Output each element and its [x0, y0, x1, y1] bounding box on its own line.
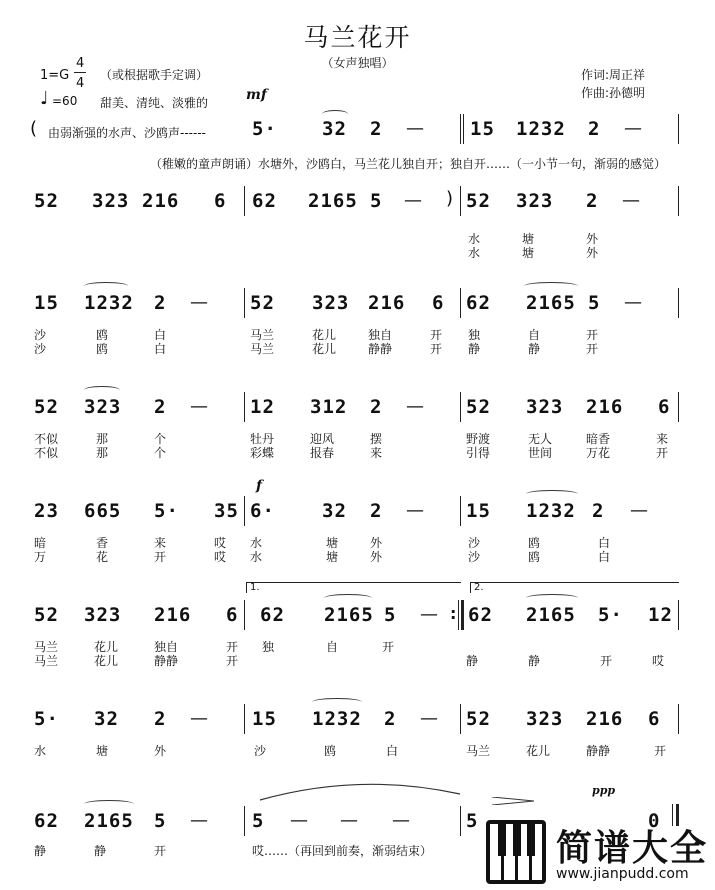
- note-group: 2: [370, 500, 383, 522]
- lyric-verse1: 外: [370, 536, 383, 550]
- note-group: 323: [84, 396, 122, 418]
- note-group: 5: [588, 292, 601, 314]
- decrescendo-hairpin: [492, 790, 534, 798]
- note-group: 52: [34, 604, 59, 626]
- lyric-verse1: 外: [154, 744, 167, 758]
- lyric-verse1: 自: [326, 640, 339, 654]
- volta-label-2: 2.: [474, 582, 484, 593]
- tie-arc: [258, 778, 462, 802]
- lyric-verse2: 万: [34, 550, 47, 564]
- note-group: 62: [252, 190, 277, 212]
- lyric-verse2: 开: [226, 654, 239, 668]
- lyric-verse2: 外: [586, 246, 599, 260]
- dash-hold: —: [340, 810, 358, 831]
- time-signature-line: [74, 72, 86, 73]
- lyric-verse1: 白: [154, 328, 167, 342]
- bar-line: [678, 114, 679, 144]
- bar-line: [678, 186, 679, 216]
- lyric-verse2: 静静: [368, 342, 393, 356]
- note-group: 12: [648, 604, 673, 626]
- note-group: 62: [468, 604, 493, 626]
- open-bracket: (: [30, 118, 38, 139]
- dynamic-ppp: ppp: [592, 784, 616, 797]
- bar-line: [460, 392, 461, 422]
- note-group: 5·: [154, 500, 179, 522]
- lyric-verse1: 马兰: [250, 328, 275, 342]
- bar-line: [244, 704, 245, 734]
- dash-hold: —: [420, 708, 438, 729]
- note-group: 216: [586, 708, 624, 730]
- lyric-verse2: 引得: [466, 446, 491, 460]
- note-group: 5: [154, 810, 167, 832]
- bar-line: [460, 704, 461, 734]
- note-group: 323: [312, 292, 350, 314]
- song-title: 马兰花开: [303, 23, 412, 52]
- slur: [324, 594, 372, 602]
- lyric-verse1: 独: [262, 640, 275, 654]
- note-group: 12: [250, 396, 275, 418]
- slur: [84, 282, 128, 290]
- lyric-verse1: 沙: [34, 328, 47, 342]
- lyric-verse1: 开: [654, 744, 667, 758]
- note-group: 5: [252, 810, 265, 832]
- note-group: 52: [466, 190, 491, 212]
- volta-bracket-2: [470, 582, 679, 593]
- note-group: 32: [94, 708, 119, 730]
- lyric-verse1: 白: [598, 536, 611, 550]
- key-signature: 1=G: [40, 68, 70, 83]
- bar-line: [244, 392, 245, 422]
- note-group: 312: [310, 396, 348, 418]
- lyric-verse1: 水: [34, 744, 47, 758]
- lyric-verse2: 水: [468, 246, 481, 260]
- note-group: 5: [370, 190, 383, 212]
- lyric-verse2: 万花: [586, 446, 611, 460]
- lyric-verse2: 来: [370, 446, 383, 460]
- bar-line: [463, 114, 464, 144]
- note-group: 15: [34, 292, 59, 314]
- note-group: 6: [226, 604, 239, 626]
- lyric-verse2: 鸥: [96, 342, 109, 356]
- note-group: 52: [250, 292, 275, 314]
- note-group: 5·: [598, 604, 623, 626]
- note-group: 6: [658, 396, 671, 418]
- note-group: 2165: [308, 190, 358, 212]
- note-group: 216: [154, 604, 192, 626]
- note-group: 15: [252, 708, 277, 730]
- note-group: 323: [92, 190, 130, 212]
- watermark-logo-text: 简谱大全: [556, 828, 709, 869]
- bar-line: [678, 704, 679, 734]
- bar-line: [244, 186, 245, 216]
- lyric-verse1: 外: [586, 232, 599, 246]
- song-subtitle: （女声独唱）: [321, 56, 394, 70]
- bar-line: [460, 806, 461, 836]
- lyric-verse1: 牡丹: [250, 432, 275, 446]
- piano-keys-logo: [486, 820, 546, 884]
- note-group: 35: [214, 500, 239, 522]
- bar-line: [244, 496, 245, 526]
- dash-hold: —: [190, 708, 208, 729]
- lyric-verse1: 沙: [254, 744, 267, 758]
- bar-line: [678, 288, 679, 318]
- note-group: 6: [432, 292, 445, 314]
- note-group: 323: [526, 708, 564, 730]
- lyric-verse1: 独: [468, 328, 481, 342]
- lyric-verse1: 那: [96, 432, 109, 446]
- dash-hold: —: [420, 604, 438, 625]
- note-group: 52: [466, 708, 491, 730]
- lyric-verse2: 开: [586, 342, 599, 356]
- note-group: 6: [648, 708, 661, 730]
- lyric-verse1: 白: [386, 744, 399, 758]
- slur: [526, 594, 578, 602]
- note-group: 15: [470, 118, 495, 140]
- note-group: 62: [34, 810, 59, 832]
- slur: [322, 110, 348, 118]
- lyric-verse2: 白: [154, 342, 167, 356]
- slur: [312, 698, 362, 706]
- note-group: 2: [154, 396, 167, 418]
- dash-hold: —: [624, 118, 642, 139]
- lyric-verse1: 鸥: [528, 536, 541, 550]
- lyric-verse2: 马兰: [250, 342, 275, 356]
- lyric-verse2: 哎: [652, 654, 665, 668]
- lyric-verse1: 静: [34, 844, 47, 858]
- note-group: 323: [526, 396, 564, 418]
- note-group: 216: [586, 396, 624, 418]
- lyric-verse1: 沙: [468, 536, 481, 550]
- lyric-verse1: 塘: [522, 232, 535, 246]
- note-group: 5·: [252, 118, 277, 140]
- bar-line: [244, 806, 245, 836]
- bar-line: [244, 288, 245, 318]
- lyric-verse2: 开: [656, 446, 669, 460]
- note-group: 5: [384, 604, 397, 626]
- lyric-verse1: 鸥: [96, 328, 109, 342]
- composer-credit: 作曲:孙德明: [581, 86, 646, 100]
- repeat-bar-thick: [461, 600, 464, 630]
- dash-hold: —: [190, 292, 208, 313]
- note-group: 2165: [526, 604, 576, 626]
- dash-hold: —: [190, 396, 208, 417]
- dash-hold: —: [406, 500, 424, 521]
- note-group: 323: [516, 190, 554, 212]
- note-group: 52: [34, 396, 59, 418]
- note-group: 2: [154, 292, 167, 314]
- time-signature-top: 4: [76, 56, 85, 71]
- lyric-verse1: 塘: [96, 744, 109, 758]
- bar-line: [460, 288, 461, 318]
- lyric-verse1: 野渡: [466, 432, 491, 446]
- lyric-verse2: 马兰: [34, 654, 59, 668]
- bar-line: [460, 186, 461, 216]
- lyric-verse2: 花: [96, 550, 109, 564]
- note-group: 6: [214, 190, 227, 212]
- lyric-verse1: 不似: [34, 432, 59, 446]
- lyric-verse2: 开: [600, 654, 613, 668]
- lyric-verse1: 花儿: [526, 744, 551, 758]
- lyric-verse2: 静: [528, 654, 541, 668]
- lyric-verse1: 水: [250, 536, 263, 550]
- narration-text: （稚嫩的童声朗诵）水塘外，沙鸥白，马兰花儿独自开；独自开……（一小节一句，渐弱的感觉）: [150, 157, 667, 171]
- lyric-verse1: 香: [96, 536, 109, 550]
- note-group: 1232: [516, 118, 566, 140]
- repeat-bar-thin: [458, 600, 459, 630]
- lyric-verse2: 静: [468, 342, 481, 356]
- note-group: 2: [384, 708, 397, 730]
- dynamic-f: f: [256, 478, 263, 494]
- note-group: 32: [322, 500, 347, 522]
- lyric-verse1: 开: [430, 328, 443, 342]
- close-bracket: ): [446, 188, 454, 209]
- note-group: 52: [466, 396, 491, 418]
- dash-hold: —: [624, 292, 642, 313]
- key-note: （或根据歌手定调）: [100, 68, 209, 82]
- lyric-verse2: 那: [96, 446, 109, 460]
- lyric-verse2: 报春: [310, 446, 335, 460]
- note-group: 52: [34, 190, 59, 212]
- volta-label-1: 1.: [250, 582, 260, 593]
- mood-mark: 甜美、清纯、淡雅的: [100, 96, 209, 110]
- lyric-verse2: 白: [598, 550, 611, 564]
- bar-line: [244, 600, 245, 630]
- lyric-verse1: 来: [656, 432, 669, 446]
- slur: [526, 490, 578, 498]
- lyric-verse1: 来: [154, 536, 167, 550]
- lyric-verse1: 静静: [586, 744, 611, 758]
- lyric-verse2: 开: [154, 550, 167, 564]
- note-group: 2: [370, 118, 383, 140]
- note-group: 1232: [526, 500, 576, 522]
- dash-hold: —: [630, 500, 648, 521]
- quarter-note-icon: ♩: [40, 88, 49, 109]
- note-group: 2: [154, 708, 167, 730]
- note-group: 0: [648, 810, 661, 832]
- lyric-verse2: 不似: [34, 446, 59, 460]
- note-group: 2: [588, 118, 601, 140]
- note-group: 62: [260, 604, 285, 626]
- lyric-verse1: 静: [94, 844, 107, 858]
- lyric-verse2: 静静: [154, 654, 179, 668]
- note-group: 62: [466, 292, 491, 314]
- dash-hold: —: [622, 190, 640, 211]
- lyric-verse1: 暗香: [586, 432, 611, 446]
- note-group: 216: [142, 190, 180, 212]
- volta-bracket-1: [246, 582, 461, 593]
- note-group: 1232: [312, 708, 362, 730]
- lyric-verse1: 花儿: [312, 328, 337, 342]
- lyric-verse2: 塘: [326, 550, 339, 564]
- note-group: 2165: [324, 604, 374, 626]
- lyric-verse1: 独自: [368, 328, 393, 342]
- bar-line: [678, 600, 679, 630]
- lyric-verse2: 沙: [468, 550, 481, 564]
- lyric-verse2: 外: [370, 550, 383, 564]
- note-group: 15: [466, 500, 491, 522]
- time-signature-bottom: 4: [76, 76, 85, 91]
- dash-hold: —: [406, 118, 424, 139]
- lyric-verse1: 自: [528, 328, 541, 342]
- lyric-verse2: 鸥: [528, 550, 541, 564]
- lyric-verse1: 水: [468, 232, 481, 246]
- note-group: 323: [84, 604, 122, 626]
- lyric-verse1: 开: [154, 844, 167, 858]
- lyric-verse1: 开: [226, 640, 239, 654]
- dash-hold: —: [190, 810, 208, 831]
- lyric-verse1: 个: [154, 432, 167, 446]
- lyric-verse1: 迎风: [310, 432, 335, 446]
- lyric-verse1: 鸥: [324, 744, 337, 758]
- lyric-verse1: 开: [586, 328, 599, 342]
- note-group: 1232: [84, 292, 134, 314]
- lyric-verse1: 哎……（再回到前奏，渐弱结束）: [252, 844, 433, 858]
- note-group: 23: [34, 500, 59, 522]
- lyric-verse1: 哎: [214, 536, 227, 550]
- lyric-verse2: 水: [250, 550, 263, 564]
- note-group: 5: [466, 810, 479, 832]
- note-group: 216: [368, 292, 406, 314]
- lyric-verse1: 摆: [370, 432, 383, 446]
- lyric-verse1: 马兰: [34, 640, 59, 654]
- watermark-url: www.jianpudd.com: [556, 866, 689, 882]
- dash-hold: —: [406, 396, 424, 417]
- lyric-verse1: 花儿: [94, 640, 119, 654]
- lyric-verse1: 无人: [528, 432, 553, 446]
- lyric-verse2: 花儿: [94, 654, 119, 668]
- note-group: 32: [322, 118, 347, 140]
- slur: [524, 282, 578, 290]
- lyric-verse2: 花儿: [312, 342, 337, 356]
- lyric-verse2: 静: [466, 654, 479, 668]
- note-group: 2165: [526, 292, 576, 314]
- note-group: 2: [370, 396, 383, 418]
- intro-instruction: 由弱渐强的水声、沙鸥声------: [48, 126, 206, 140]
- lyric-verse1: 独自: [154, 640, 179, 654]
- note-group: 6·: [250, 500, 275, 522]
- dash-hold: —: [290, 810, 308, 831]
- note-group: 2: [586, 190, 599, 212]
- bar-line: [460, 114, 461, 144]
- dynamic-mf: mf: [246, 87, 267, 103]
- dash-hold: —: [404, 190, 422, 211]
- lyricist-credit: 作词:周正祥: [581, 68, 646, 82]
- dash-hold: —: [392, 810, 410, 831]
- lyric-verse2: 静: [528, 342, 541, 356]
- lyric-verse2: 哎: [214, 550, 227, 564]
- lyric-verse2: 塘: [522, 246, 535, 260]
- note-group: 5·: [34, 708, 59, 730]
- lyric-verse1: 开: [382, 640, 395, 654]
- lyric-verse1: 暗: [34, 536, 47, 550]
- lyric-verse1: 马兰: [466, 744, 491, 758]
- slur: [84, 386, 120, 394]
- repeat-dots: :: [450, 604, 457, 623]
- lyric-verse1: 塘: [326, 536, 339, 550]
- tempo-mark: =60: [52, 94, 78, 108]
- bar-line: [678, 392, 679, 422]
- bar-line: [460, 496, 461, 526]
- lyric-verse2: 彩蝶: [250, 446, 275, 460]
- note-group: 665: [84, 500, 122, 522]
- slur: [84, 800, 134, 808]
- lyric-verse2: 个: [154, 446, 167, 460]
- lyric-verse2: 世间: [528, 446, 553, 460]
- note-group: 2: [592, 500, 605, 522]
- lyric-verse2: 开: [430, 342, 443, 356]
- note-group: 2165: [84, 810, 134, 832]
- lyric-verse2: 沙: [34, 342, 47, 356]
